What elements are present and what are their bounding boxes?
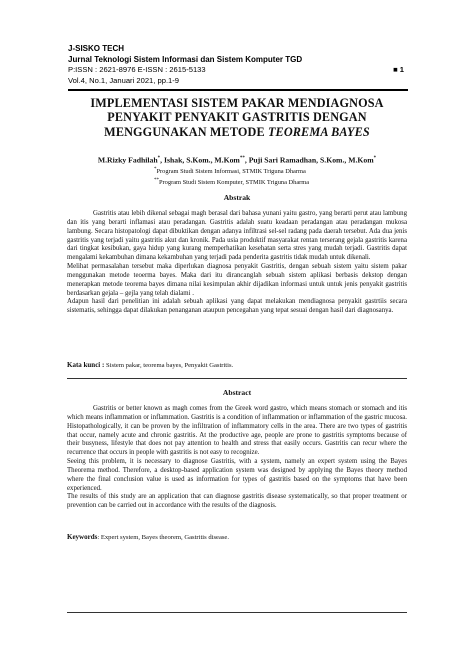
page-number: ■ 1: [393, 65, 404, 75]
affiliation-2: [154, 177, 309, 188]
section-divider: [67, 378, 407, 379]
affiliation-2-text: Program Studi Sistem Komputer, STMIK Triguna Dharma: [159, 178, 310, 186]
affiliations: [154, 166, 309, 187]
issn-line: [68, 65, 408, 76]
kata-kunci-label: Kata kunci :: [67, 361, 105, 369]
affiliation-1-text: Program Studi Sistem Informasi, STMIK Triguna Dharma: [156, 168, 306, 176]
keywords-text: : Expert system, Bayes theorem, Gastritis disease.: [97, 534, 230, 541]
abstrak-body: [67, 210, 407, 316]
abstract-body: [67, 405, 407, 511]
paper-title: [50, 96, 424, 139]
affiliation-1-mark: *: [154, 167, 157, 172]
abstract-paragraph-3: The results of this study are an application that can diagnose gastritis disease systematically, so that proper treatment or prevention can be carried out in accordance with the results of the diagnosis.: [67, 493, 407, 510]
journal-header: [68, 44, 408, 91]
abstract-heading: Abstract: [222, 388, 252, 397]
footer-divider: [67, 612, 407, 613]
abstrak-heading: Abstrak: [223, 193, 251, 202]
keywords: [67, 533, 407, 541]
kata-kunci-text: Sistem pakar, teorema bayes, Penyakit Gastritis.: [106, 362, 234, 369]
abstrak-paragraph-3: Adapun hasil dari penelitian ini adalah sebuah aplikasi yang dapat melakukan mendiagnosa penyakit gastrtiis secara sistematis, sehingga dapat dilakukan penanganan ataupun pencegahan yang tepat sesuai dengan hasil dari diagnosanya.: [67, 298, 407, 315]
author-2-mark: **: [239, 156, 245, 161]
abstrak-paragraph-2: Melihat permasalahan tersebut maka diperlukan diagnosa penyakit Gastritis, dengan sebuah sistem yaitu sistem pakar menggunakan metode teoerma bayes. Maka dari itu dirancanglah sebuah sistem aplikasi berbasis dekstop dengan menerapkan metode teorema bayes dimana nilai kesimpulan akhir dijadikan informasi untuk untuk jenis penyakit gastritis berdasarkan gejala – gejla yang telah dialami .: [67, 263, 407, 297]
kata-kunci: [67, 361, 407, 369]
author-1-mark: *: [157, 156, 161, 161]
author-list: [40, 154, 434, 166]
volume-info: Vol.4, No.1, Januari 2021, pp.1-9: [68, 75, 180, 85]
author-3-mark: *: [373, 156, 377, 161]
affiliation-1: [154, 166, 309, 177]
title-line-3-italic: TEOREMA BAYES: [267, 124, 370, 139]
issn-text: P:ISSN : 2621-8976 E-ISSN : 2615-5133: [68, 65, 206, 75]
author-1: M.Rizky Fadhilah: [97, 155, 158, 165]
affiliation-2-mark: **: [154, 177, 159, 183]
abstract-paragraph-1: Gastritis or better known as magh comes from the Greek word gastro, which means stomach or stomach and itis which means inflammation or inflammation. Gastritis is a condition of inflammation or inflammation of the gastric mucosa. Histopathologically, it can be proven by the infiltration of inflammatory cells in the area. There are two types of gastritis that occur, namely acute and chronic gastritis. At the productive age, people are prone to gastritis symptoms because of their busyness, lifestyle that does not pay attention to health and stress that easily occurs. Gastritis can recur where the recurrence that occurs in people with gastritis is not easy to recognize.: [67, 405, 407, 457]
title-line-1: IMPLEMENTASI SISTEM PAKAR MENDIAGNOSA: [90, 96, 384, 110]
header-rule: [68, 89, 408, 90]
title-line-2: PENYAKIT PENYAKIT GASTRITIS DENGAN: [107, 110, 367, 125]
journal-name: Jurnal Teknologi Sistem Informasi dan Sistem Komputer TGD: [68, 54, 303, 64]
keywords-label: Keywords: [67, 533, 98, 541]
journal-abbreviation: J-SISKO TECH: [68, 44, 125, 53]
title-line-3-prefix: MENGGUNAKAN METODE: [104, 124, 268, 139]
author-2: , Ishak, S.Kom., M.Kom: [160, 155, 240, 165]
author-3: , Puji Sari Ramadhan, S.Kom., M.Kom: [244, 155, 374, 165]
abstrak-paragraph-1: Gastritis atau lebih dikenal sebagai magh berasal dari bahasa yunani yaitu gastro, yang berarti perut atau lambung dan itis yang berarti inflamasi atau peradangan. Gastritis adalah suatu keadaan peradangan atau peradangan mukosa lambung. Secara histopatologi dapat dibuktikan dengan adanya infiltrasi sel-sel radang pada daerah tersebut. Ada dua jenis gastritis yang terjadi yaitu gastritis akut dan kronik. Pada usia produktif masyarakat rentan terserang gejala gastritis karena dari tingkat kesibukan, gaya hidup yang kurang memperhatikan kesehatan serta stres yang mudah terjadi. Gastritis dapat mengalami kekambuhan dimana kekambuhan yang terjadi pada penderita gastritis tidak mudah untuk dikenali.: [67, 210, 407, 262]
abstract-paragraph-2: Seeing this problem, it is necessary to diagnose Gastritis, with a system, namely an expert system using the Bayes Theorema method. Therefore, a desktop-based application system was designed by applying the Bayes theory method where the final conclusion value is used as information for types of gastritis based on the symptoms that have been experienced.: [67, 458, 407, 492]
